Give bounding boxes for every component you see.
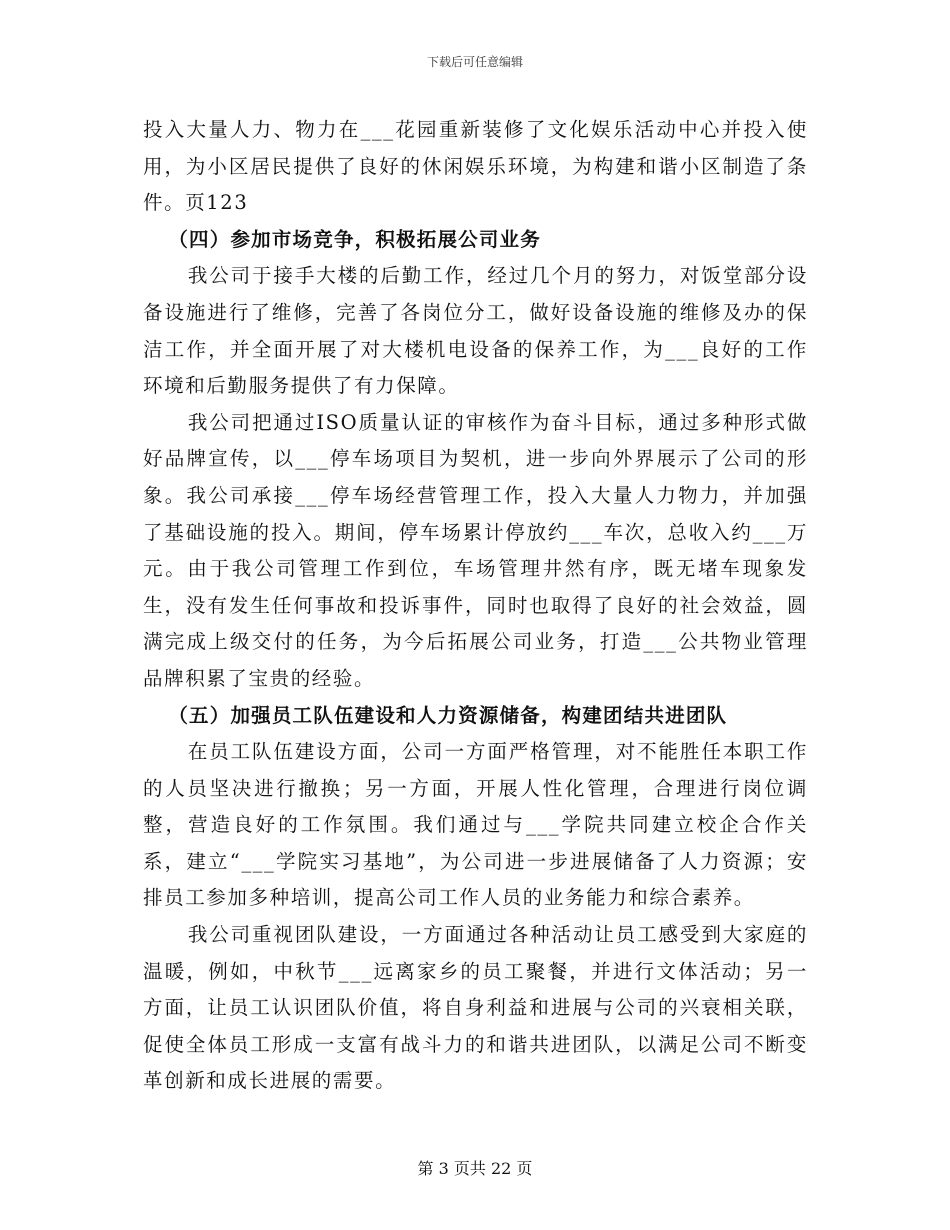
paragraph-4-1: 我公司于接手大楼的后勤工作，经过几个月的努力，对饭堂部分设备设施进行了维修，完善了各岗位分工，做好设备设施的维修及办的保洁工作，并全面开展了对大楼机电设备的保养工作，为___良好的工作环境和后勤服务提供了有力保障。 (143, 264, 808, 398)
page-number: 第 3 页共 22 页 (417, 1159, 533, 1178)
section-heading-4: （四）参加市场竞争，积极拓展公司业务 (168, 227, 541, 251)
paragraph-5-1: 在员工队伍建设方面，公司一方面严格管理，对不能胜任本职工作的人员坚决进行撤换；另一方面，开展人性化管理，合理进行岗位调整，营造良好的工作氛围。我们通过与___学院共同建立校企合作关系，建立“___学院实习基地”，为公司进一步进展储备了人力资源；安排员工参加多种培训，提高公司工作人员的业务能力和综合素养。 (143, 740, 808, 910)
document-body (143, 112, 808, 1100)
page-header: 下载后可任意编辑 (426, 55, 523, 69)
paragraph-5-2: 我公司重视团队建设，一方面通过各种活动让员工感受到大家庭的温暖，例如，中秋节___远离家乡的员工聚餐，并进行文体活动；另一方面，让员工认识团队价值，将自身利益和进展与公司的兴衰相关联，促使全体员工形成一支富有战斗力的和谐共进团队，以满足公司不断变革创新和成长进展的需要。 (143, 923, 808, 1093)
paragraph-4-2: 我公司把通过ISO质量认证的审核作为奋斗目标，通过多种形式做好品牌宣传，以___停车场项目为契机，进一步向外界展示了公司的形象。我公司承接___停车场经营管理工作，投入大量人力物力，并加强了基础设施的投入。期间，停车场累计停放约___车次，总收入约___万元。由于我公司管理工作到位，车场管理井然有序，既无堵车现象发生，没有发生任何事故和投诉事件，同时也取得了良好的社会效益，圆满完成上级交付的任务，为今后拓展公司业务，打造___公共物业管理品牌积累了宝贵的经验。 (143, 410, 808, 690)
section-heading-5: （五）加强员工队伍建设和人力资源储备，构建团结共进团队 (168, 703, 728, 727)
paragraph-intro: 投入大量人力、物力在___花园重新装修了文化娱乐活动中心并投入使用，为小区居民提供了良好的休闲娱乐环境，为构建和谐小区制造了条件。页123 (143, 118, 808, 215)
